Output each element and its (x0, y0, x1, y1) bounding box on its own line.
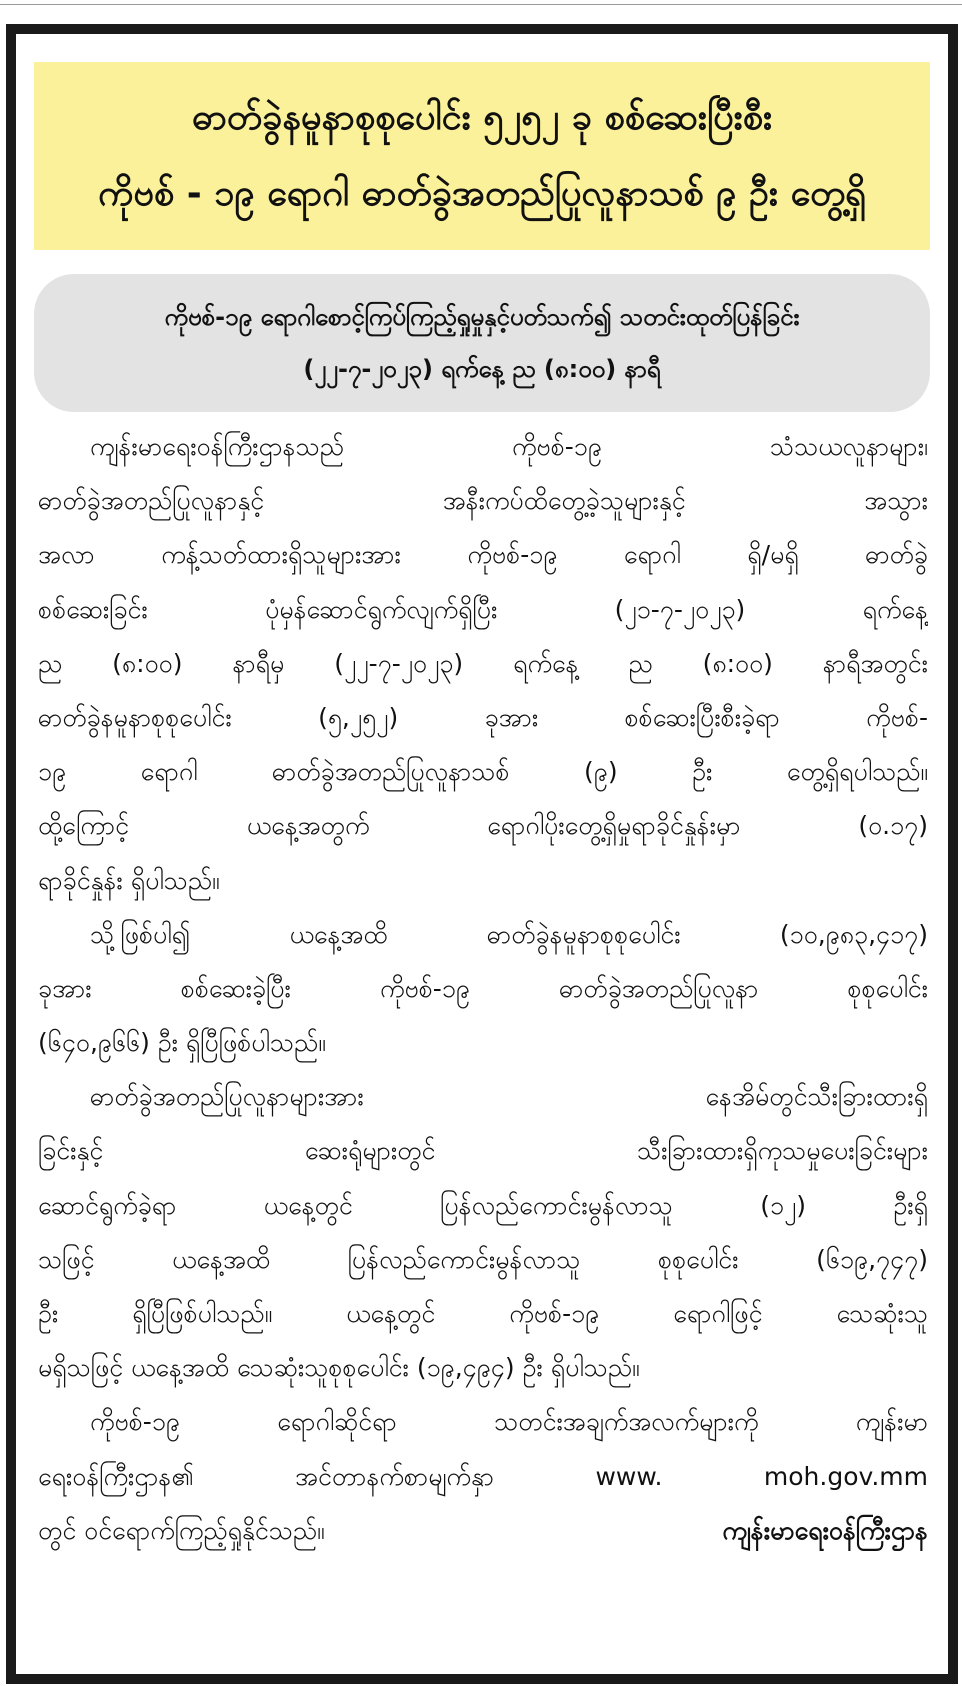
body-line: ဦး ရှိပြီဖြစ်ပါသည်။ ယနေ့တွင် ကိုဗစ်-၁၉ ရောဂါဖြင့် သေဆုံးသူ (38, 1299, 928, 1328)
body-line: ကျန်းမာရေးဝန်ကြီးဌာနသည် ကိုဗစ်-၁၉ သံသယလူနာများ၊ (90, 432, 928, 461)
subheading-box (34, 274, 930, 412)
body-line: ရာခိုင်နှုန်း ရှိပါသည်။ (38, 865, 220, 895)
body-line: ၁၉ ရောဂါ ဓာတ်ခွဲအတည်ပြုလူနာသစ် (၉) ဦး တွေ့ရှိရပါသည်။ (38, 757, 928, 787)
body-line: ဓာတ်ခွဲအတည်ပြုလူနာများအား နေအိမ်တွင်သီးခြားထားရှိ (90, 1082, 928, 1112)
body-line: ခုအား စစ်ဆေးခဲ့ပြီး ကိုဗစ်-၁၉ ဓာတ်ခွဲအတည်ပြုလူနာ စုစုပေါင်း (38, 973, 928, 1003)
body-line: ရေးဝန်ကြီးဌာန၏ အင်တာနက်စာမျက်နှာ www. moh.gov.mm (38, 1461, 928, 1491)
article-frame (6, 24, 958, 1684)
closing-text: တွင် ဝင်ရောက်ကြည့်ရှုနိုင်သည်။ (38, 1515, 325, 1545)
body-line: ထို့ကြောင့် ယနေ့အတွက် ရောဂါပိုးတွေ့ရှိမှုရာခိုင်နှုန်းမှာ (၀.၁၇) (38, 811, 928, 841)
body-line: ဓာတ်ခွဲနမူနာစုစုပေါင်း (၅,၂၅၂) ခုအား စစ်ဆေးပြီးစီးခဲ့ရာ ကိုဗစ်- (38, 702, 928, 732)
body-line: မရှိသဖြင့် ယနေ့အထိ သေဆုံးသူစုစုပေါင်း (၁၉,၄၉၄) ဦး ရှိပါသည်။ (38, 1353, 640, 1383)
headline-line-1: ဓာတ်ခွဲနမူနာစုစုပေါင်း ၅၂၅၂ ခု စစ်ဆေးပြီးစီး (191, 97, 773, 138)
body-line: ကိုဗစ်-၁၉ ရောဂါဆိုင်ရာ သတင်းအချက်အလက်များကို ကျန်းမာ (90, 1407, 928, 1437)
subheading-line-2: (၂၂-၇-၂၀၂၃) ရက်နေ့ ည (၈:၀၀) နာရီ (303, 355, 661, 383)
headline-line-2: ကိုဗစ် - ၁၉ ရောဂါ ဓာတ်ခွဲအတည်ပြုလူနာသစ် ၉ ဦး တွေ့ရှိ (98, 173, 866, 214)
body-line: ခြင်းနှင့် ဆေးရုံများတွင် သီးခြားထားရှိကုသမှုပေးခြင်းများ (38, 1136, 928, 1166)
closing-line (38, 1504, 928, 1558)
body-line: (၆၄၀,၉၆၆) ဦး ရှိပြီဖြစ်ပါသည်။ (38, 1028, 326, 1058)
signature: ကျန်းမာရေးဝန်ကြီးဌာန (722, 1515, 928, 1545)
article-body (38, 420, 928, 1558)
body-line: စစ်ဆေးခြင်း ပုံမှန်ဆောင်ရွက်လျက်ရှိပြီး (၂၁-၇-၂၀၂၃) ရက်နေ့ (38, 594, 928, 624)
body-line: အလာ ကန့်သတ်ထားရှိသူများအား ကိုဗစ်-၁၉ ရောဂါ ရှိ/မရှိ ဓာတ်ခွဲ (38, 540, 928, 570)
body-line: ဓာတ်ခွဲအတည်ပြုလူနာနှင့် အနီးကပ်ထိတွေ့ခဲ့သူများနှင့် အသွား (38, 486, 928, 516)
body-line: သဖြင့် ယနေ့အထိ ပြန်လည်ကောင်းမွန်လာသူ စုစုပေါင်း (၆၁၉,၇၄၇) (38, 1244, 928, 1274)
top-rule (0, 4, 962, 5)
body-line: သို့ဖြစ်ပါ၍ ယနေ့အထိ ဓာတ်ခွဲနမူနာစုစုပေါင်း (၁၀,၉၈၃,၄၁၇) (90, 919, 928, 949)
body-line: ည (၈:၀၀) နာရီမှ (၂၂-၇-၂၀၂၃) ရက်နေ့ ည (၈:၀၀) နာရီအတွင်း (38, 648, 928, 678)
headline-box (34, 62, 930, 250)
body-line: ဆောင်ရွက်ခဲ့ရာ ယနေ့တွင် ပြန်လည်ကောင်းမွန်လာသူ (၁၂) ဦးရှိ (38, 1190, 928, 1220)
subheading-line-1: ကိုဗစ်-၁၉ ရောဂါစောင့်ကြပ်ကြည့်ရှုမှုနှင့်ပတ်သက်၍ သတင်းထုတ်ပြန်ခြင်း (164, 303, 800, 331)
